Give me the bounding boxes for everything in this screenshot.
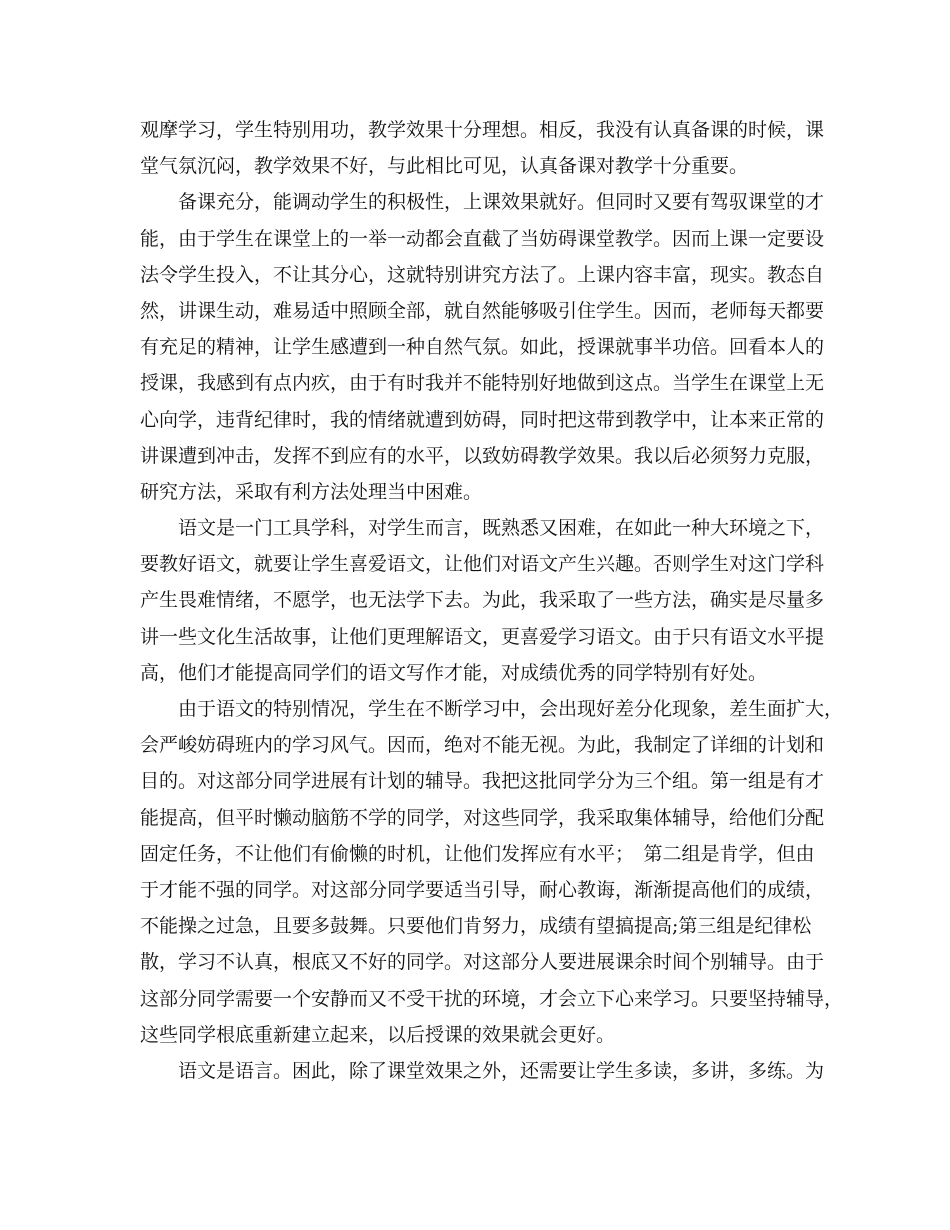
paragraph-start-line: 语文是语言。困此，除了课堂效果之外，还需要让学生多读，多讲，多练。为 — [178, 1059, 825, 1082]
text-line: 讲一些文化生活故事，让他们更理解语文，更喜爱学习语文。由于只有语文水平提 — [140, 625, 825, 648]
text-line: 这部分同学需要一个安静而又不受干扰的环境，才会立下心来学习。只要坚持辅导， — [140, 987, 844, 1010]
text-line: 高，他们才能提高同学们的语文写作才能，对成绩优秀的同学特别有好处。 — [140, 661, 768, 684]
text-line: 授课，我感到有点内疚，由于有时我并不能特别好地做到这点。当学生在课堂上无 — [140, 372, 825, 395]
text-line: 要教好语文，就要让学生喜爱语文，让他们对语文产生兴趣。否则学生对这门学科 — [140, 553, 825, 576]
text-line: 散，学习不认真，根底又不好的同学。对这部分人要进展课余时间个别辅导。由于 — [140, 951, 825, 974]
text-line: 目的。对这部分同学进展有计划的辅导。我把这批同学分为三个组。第一组是有才 — [140, 770, 825, 793]
text-line: 能，由于学生在课堂上的一举一动都会直截了当妨碍课堂教学。因而上课一定要设 — [140, 227, 825, 250]
paragraph-start-line: 备课充分，能调动学生的积极性，上课效果就好。但同时又要有驾驭课堂的才 — [178, 191, 825, 214]
text-line: 不能操之过急，且要多鼓舞。只要他们肯努力，成绩有望搞提高;第三组是纪律松 — [140, 915, 812, 938]
paragraph-start-line: 由于语文的特别情况，学生在不断学习中，会出现好差分化现象，差生面扩大， — [178, 698, 844, 720]
text-line: 固定任务，不让他们有偷懒的时机，让他们发挥应有水平； 第二组是肯学，但由 — [140, 842, 815, 865]
text-line: 产生畏难情绪，不愿学，也无法学下去。为此，我采取了一些方法，确实是尽量多 — [140, 589, 825, 612]
text-line: 心向学，违背纪律时，我的情绪就遭到妨碍，同时把这带到教学中，让本来正常的 — [140, 408, 825, 431]
document-body — [140, 112, 844, 1089]
paragraph-start-line: 语文是一门工具学科，对学生而言，既熟悉又困难，在如此一种大环境之下， — [178, 517, 825, 540]
text-line: 有充足的精神，让学生感遭到一种自然气氛。如此，授课就事半功倍。回看本人的 — [140, 336, 825, 359]
text-line: 能提高，但平时懒动脑筋不学的同学，对这些同学，我采取集体辅导，给他们分配 — [140, 806, 825, 829]
text-line: 观摩学习，学生特别用功，教学效果十分理想。相反，我没有认真备课的时候，课 — [140, 119, 825, 141]
text-line: 这些同学根底重新建立起来，以后授课的效果就会更好。 — [140, 1023, 616, 1046]
text-line: 于才能不强的同学。对这部分同学要适当引导，耐心教诲，渐渐提高他们的成绩， — [140, 878, 825, 901]
text-line: 讲课遭到冲击，发挥不到应有的水平，以致妨碍教学效果。我以后必须努力克服， — [140, 444, 825, 467]
text-line: 堂气氛沉闷，教学效果不好，与此相比可见，认真备课对教学十分重要。 — [140, 155, 749, 178]
text-line: 研究方法，采取有利方法处理当中困难。 — [140, 480, 483, 503]
text-line: 会严峻妨碍班内的学习风气。因而，绝对不能无视。为此，我制定了详细的计划和 — [140, 734, 825, 757]
text-line: 法令学生投入，不让其分心，这就特别讲究方法了。上课内容丰富，现实。教态自 — [140, 263, 825, 286]
text-line: 然，讲课生动，难易适中照顾全部，就自然能够吸引住学生。因而，老师每天都要 — [140, 299, 825, 322]
